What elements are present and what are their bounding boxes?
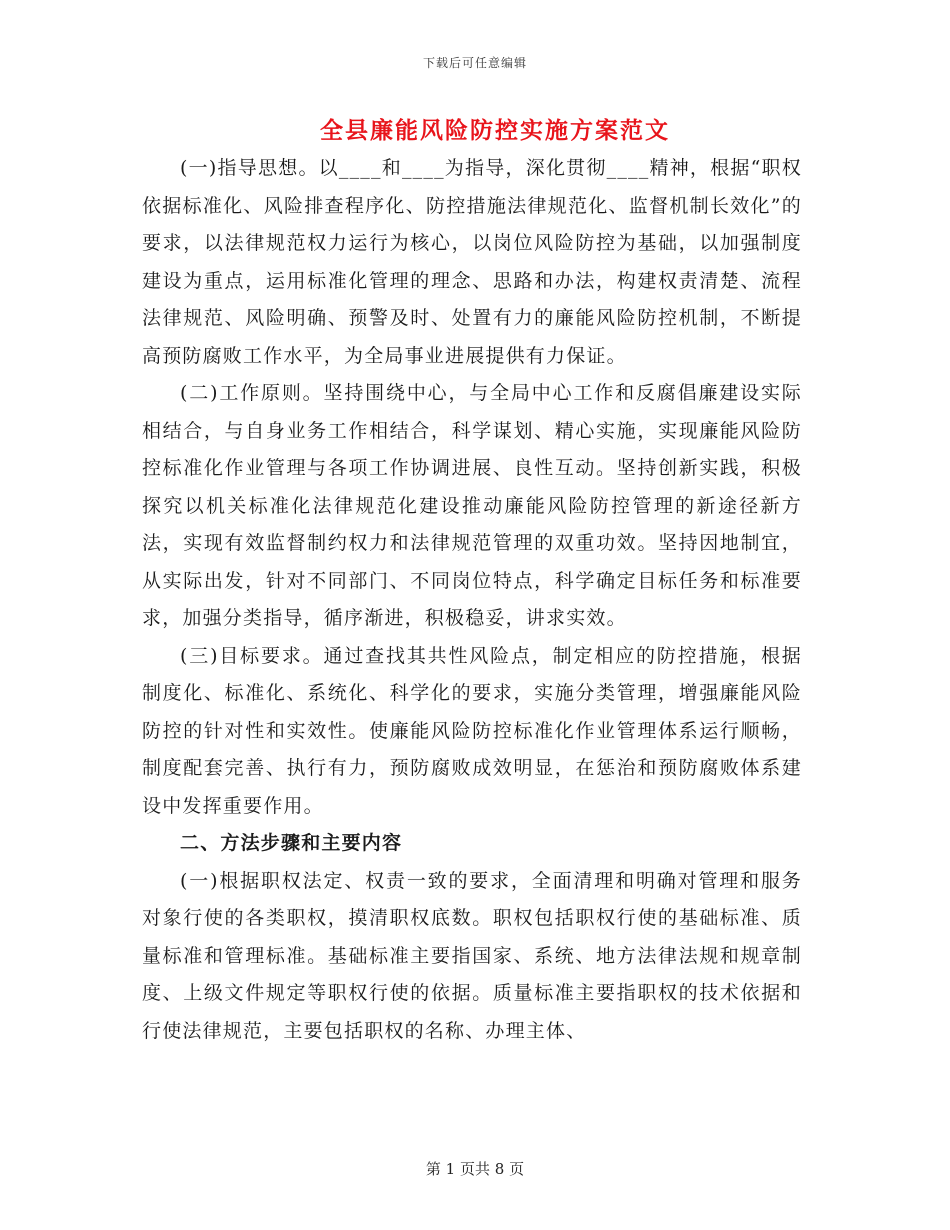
paragraph-work-principles: (二)工作原则。坚持围绕中心，与全局中心工作和反腐倡廉建设实际相结合，与自身业务工作相结合，科学谋划、精心实施，实现廉能风险防控标准化作业管理与各项工作协调进展、良性互动。坚持创新实践，积极探究以机关标准化法律规范化建设推动廉能风险防控管理的新途径新方法，实现有效监督制约权力和法律规范管理的双重功效。坚持因地制宜，从实际出发，针对不同部门、不同岗位特点，科学确定目标任务和标准要求，加强分类指导，循序渐进，积极稳妥，讲求实效。: [142, 382, 802, 629]
section-heading: 二、方法步骤和主要内容: [180, 832, 403, 854]
paragraph-target-requirements: (三)目标要求。通过查找其共性风险点，制定相应的防控措施，根据制度化、标准化、系统化、科学化的要求，实施分类管理，增强廉能风险防控的针对性和实效性。使廉能风险防控标准化作业管理体系运行顺畅，制度配套完善、执行有力，预防腐败成效明显，在惩治和预防腐败体系建设中发挥重要作用。: [142, 644, 802, 817]
page-header-note: 下载后可任意编辑: [422, 56, 527, 70]
document-title: 全县廉能风险防控实施方案范文: [320, 117, 670, 144]
page-number-footer: 第 1 页共 8 页: [425, 1160, 525, 1178]
document-body: [142, 150, 802, 1050]
paragraph-powers-inventory: (一)根据职权法定、权责一致的要求，全面清理和明确对管理和服务对象行使的各类职权，摸清职权底数。职权包括职权行使的基础标准、质量标准和管理标准。基础标准主要指国家、系统、地方法律法规和规章制度、上级文件规定等职权行使的依据。质量标准主要指职权的技术依据和行使法律规范，主要包括职权的名称、办理主体、: [142, 869, 802, 1042]
paragraph-guiding-ideology: (一)指导思想。以____和____为指导，深化贯彻____精神，根据“职权依据标准化、风险排查程序化、防控措施法律规范化、监督机制长效化”的要求，以法律规范权力运行为核心，以岗位风险防控为基础，以加强制度建设为重点，运用标准化管理的理念、思路和办法，构建权责清楚、流程法律规范、风险明确、预警及时、处置有力的廉能风险防控机制，不断提高预防腐败工作水平，为全局事业进展提供有力保证。: [142, 157, 802, 367]
